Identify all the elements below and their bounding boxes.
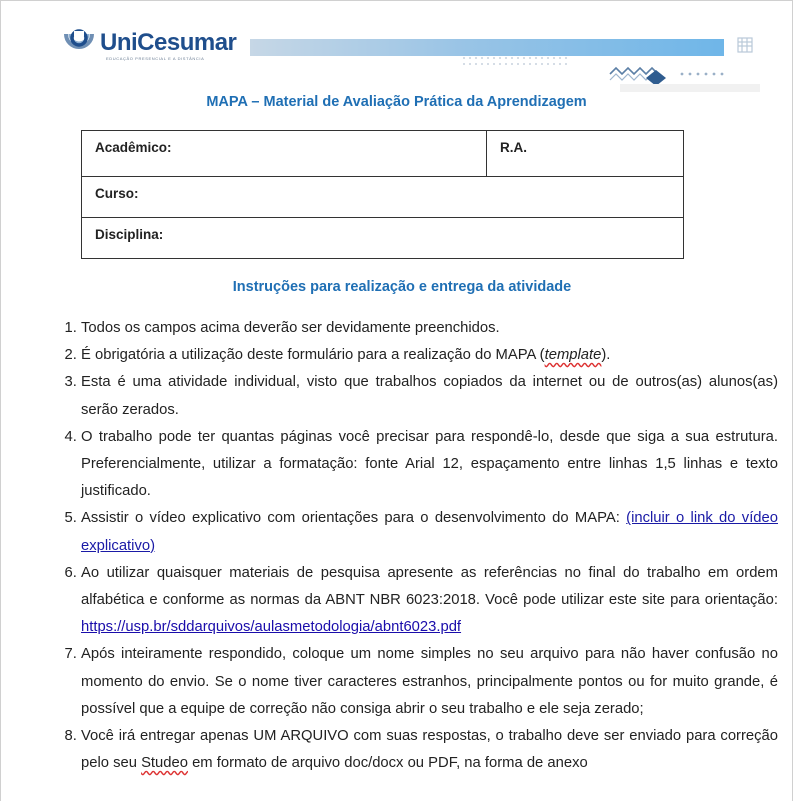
instruction-item [81, 424, 778, 506]
instruction-text: É obrigatória a utilização deste formulário para a realização do MAPA ( [81, 347, 545, 364]
instruction-item [81, 560, 778, 642]
instruction-text: em formato de arquivo doc/docx ou PDF, na forma de anexo [187, 755, 588, 772]
instruction-text: Ao utilizar quaisquer materiais de pesquisa apresente as referências no final do trabalho em ordem alfabética e conforme as normas da ABNT NBR 6023:2018. Você pode utilizar este site para orientação: [81, 564, 778, 609]
instruction-text: ). [601, 347, 611, 364]
unicesumar-logo [62, 28, 236, 58]
instruction-text: O trabalho pode ter quantas páginas você precisar para respondê-lo, desde que siga a sua estrutura. Preferencialmente, utilizar a formatação: fonte Arial 12, espaçamento entre linhas 1,5 linhas e texto justificado. [81, 428, 778, 500]
studeo-word: Studeo [141, 755, 188, 772]
ra-field[interactable] [487, 131, 684, 177]
instructions-title: Instruções para realização e entrega da atividade [232, 279, 572, 295]
header-decoration [460, 34, 760, 94]
student-info-table [81, 130, 684, 259]
brand-name: UniCesumar [100, 29, 237, 56]
instructions-list [46, 315, 778, 777]
instruction-text: Esta é uma atividade individual, visto que trabalhos copiados da internet ou de outros(as) alunos(as) serão zerados. [81, 374, 778, 418]
instruction-item [81, 505, 778, 559]
curso-field[interactable] [82, 177, 684, 218]
instruction-text: Após inteiramente respondido, coloque um nome simples no seu arquivo para não haver confusão no momento do envio. Se o nome tiver caracteres estranhos, principalmente pontos ou for muito grande, é possível que a equipe de correção não consiga abrir o seu trabalho e ele seja zerado; [81, 646, 778, 717]
academico-label: Acadêmico: [95, 140, 172, 155]
brand-tagline: EDUCAÇÃO PRESENCIAL E A DISTÂNCIA [106, 56, 205, 61]
instruction-item [81, 369, 778, 423]
instruction-item [81, 641, 778, 723]
instruction-text: Você irá entregar apenas UM ARQUIVO com suas respostas, o trabalho deve ser enviado para correção pelo seu [81, 728, 778, 772]
unicesumar-logo-icon [62, 28, 98, 58]
instruction-text: Assistir o vídeo explicativo com orientações para o desenvolvimento do MAPA: [81, 510, 627, 527]
ra-label: R.A. [500, 140, 527, 155]
curso-label: Curso: [95, 186, 139, 201]
document-title: MAPA – Material de Avaliação Prática da Aprendizagem [206, 94, 587, 110]
abnt-link[interactable]: https://usp.br/sddarquivos/aulasmetodologia/abnt6023.pdf [81, 619, 462, 636]
template-word: template [544, 347, 602, 364]
instruction-item [81, 723, 778, 777]
video-link[interactable]: (incluir o link do vídeo explicativo) [81, 510, 778, 554]
disciplina-field[interactable] [82, 218, 684, 259]
instruction-item [81, 342, 778, 369]
disciplina-label: Disciplina: [95, 227, 164, 242]
instruction-text: Todos os campos acima deverão ser devidamente preenchidos. [81, 320, 500, 336]
academico-field[interactable] [82, 131, 487, 177]
instruction-item [81, 315, 778, 342]
